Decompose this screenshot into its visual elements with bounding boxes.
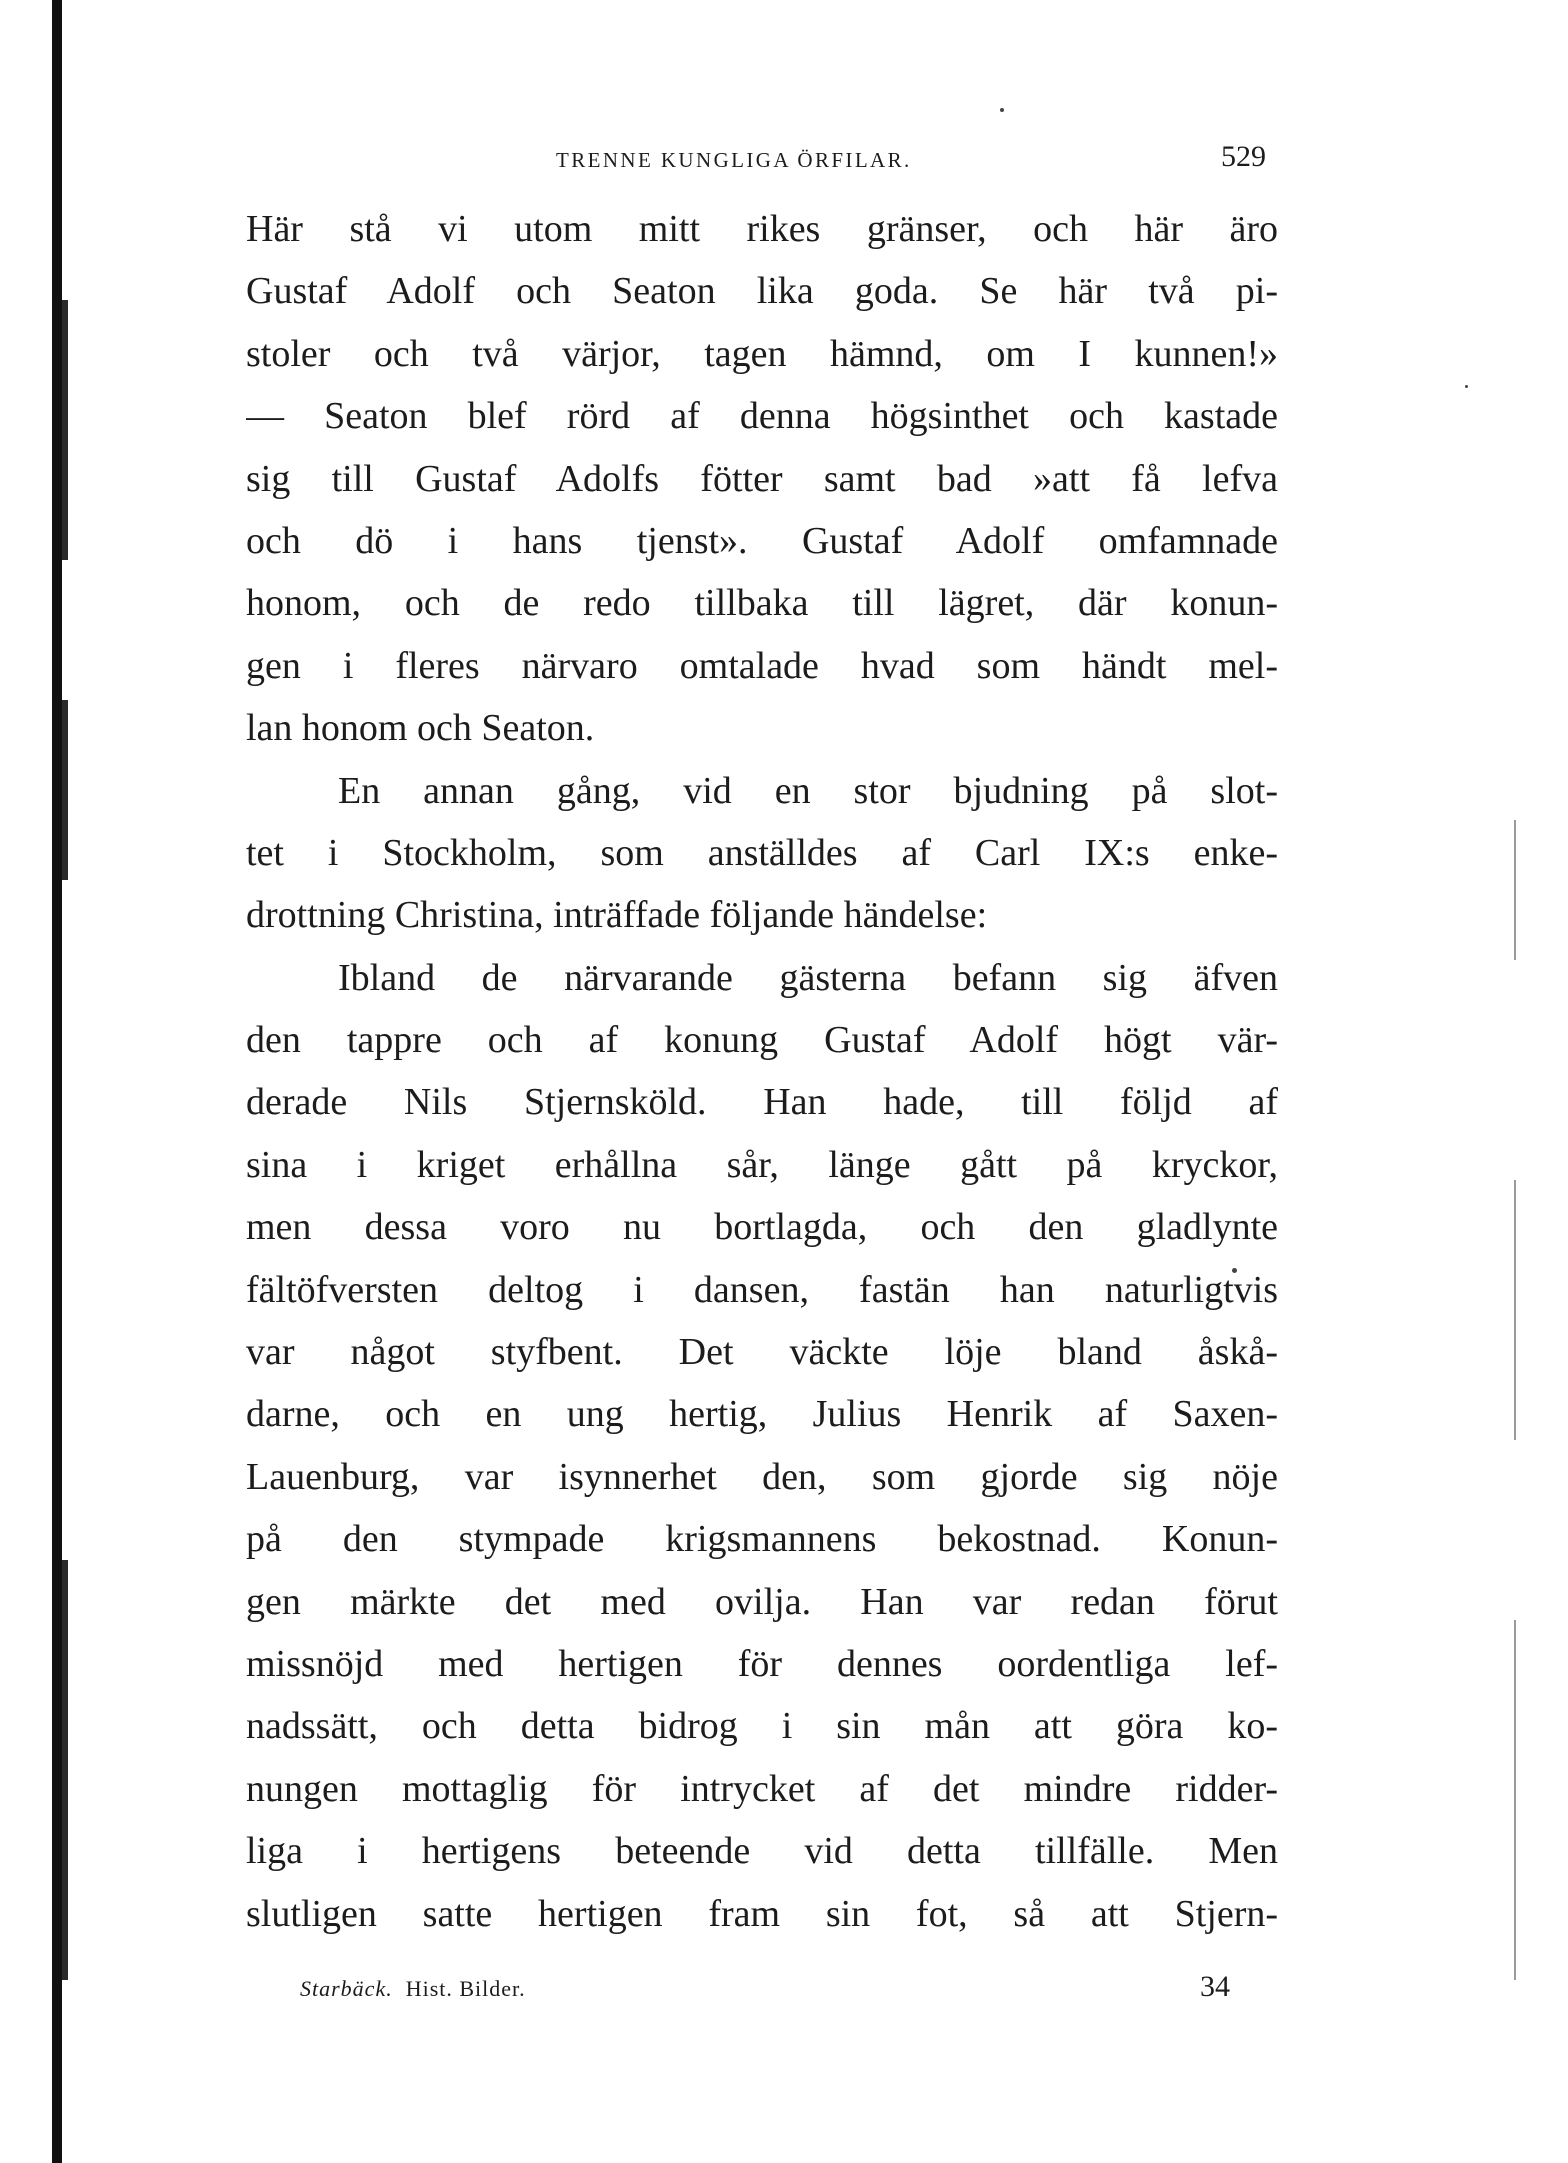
margin-rule — [1514, 1180, 1516, 1440]
text-line: sina i kriget erhållna sår, länge gått på kryckor, — [246, 1143, 1278, 1186]
text-line: — Seaton blef rörd af denna högsinthet och kastade — [246, 395, 1278, 438]
binding-shadow — [62, 700, 68, 880]
text-line: Gustaf Adolf och Seaton lika goda. Se här två pi- — [246, 270, 1278, 313]
text-line: gen i fleres närvaro omtalade hvad som händt mel- — [246, 644, 1278, 687]
body-text — [246, 198, 1278, 1945]
page-binding-edge — [52, 0, 62, 2163]
scan-speck — [1465, 385, 1468, 388]
text-line: derade Nils Stjernsköld. Han hade, till följd af — [246, 1081, 1278, 1124]
binding-shadow — [62, 300, 68, 560]
text-line: men dessa voro nu bortlagda, och den gladlynte — [246, 1206, 1278, 1249]
text-line: sig till Gustaf Adolfs fötter samt bad »att få lefva — [246, 457, 1278, 500]
binding-shadow — [62, 1560, 68, 1980]
running-head — [246, 140, 1266, 180]
page-number: 529 — [1221, 140, 1266, 173]
margin-rule — [1514, 1620, 1516, 1980]
text-line: tet i Stockholm, som anställdes af Carl IX:s enke- — [246, 831, 1278, 874]
scan-speck — [1000, 108, 1004, 112]
text-line: lan honom och Seaton. — [246, 707, 595, 750]
signature-number: 34 — [1200, 1970, 1230, 2003]
text-line: slutligen satte hertigen fram sin fot, så att Stjern- — [246, 1892, 1278, 1935]
text-line: på den stympade krigsmannens bekostnad. Konun- — [246, 1518, 1278, 1561]
footer-book: Hist. Bilder. — [405, 1976, 526, 2001]
text-line: Ibland de närvarande gästerna befann sig äfven — [338, 956, 1278, 999]
text-line: nadssätt, och detta bidrog i sin mån att göra ko- — [246, 1705, 1278, 1748]
text-line: nungen mottaglig för intrycket af det mindre ridder- — [246, 1767, 1278, 1810]
footer-signature — [300, 1976, 526, 2002]
text-line: var något styfbent. Det väckte löje bland åskå- — [246, 1331, 1278, 1374]
text-line: En annan gång, vid en stor bjudning på slot- — [338, 769, 1278, 812]
text-line: liga i hertigens beteende vid detta tillfälle. Men — [246, 1830, 1278, 1873]
running-head-title: TRENNE KUNGLIGA ÖRFILAR. — [556, 148, 912, 172]
text-line: Här stå vi utom mitt rikes gränser, och här äro — [246, 208, 1278, 250]
signature-footer — [300, 1970, 1230, 2010]
footer-author: Starbäck. — [300, 1976, 393, 2001]
text-line: och dö i hans tjenst». Gustaf Adolf omfamnade — [246, 519, 1278, 562]
margin-rule — [1514, 820, 1516, 960]
text-line: honom, och de redo tillbaka till lägret, där konun- — [246, 582, 1278, 625]
text-line: darne, och en ung hertig, Julius Henrik af Saxen- — [246, 1393, 1278, 1436]
text-line: stoler och två värjor, tagen hämnd, om I kunnen!» — [246, 332, 1278, 375]
text-line: den tappre och af konung Gustaf Adolf högt vär- — [246, 1019, 1278, 1062]
text-line: drottning Christina, inträffade följande händelse: — [246, 894, 988, 937]
text-line: missnöjd med hertigen för dennes oordentliga lef- — [246, 1642, 1278, 1685]
text-line: gen märkte det med ovilja. Han var redan förut — [246, 1580, 1278, 1623]
text-line: Lauenburg, var isynnerhet den, som gjorde sig nöje — [246, 1455, 1278, 1498]
text-line: fältöfversten deltog i dansen, fastän han naturligtvis — [246, 1268, 1278, 1311]
